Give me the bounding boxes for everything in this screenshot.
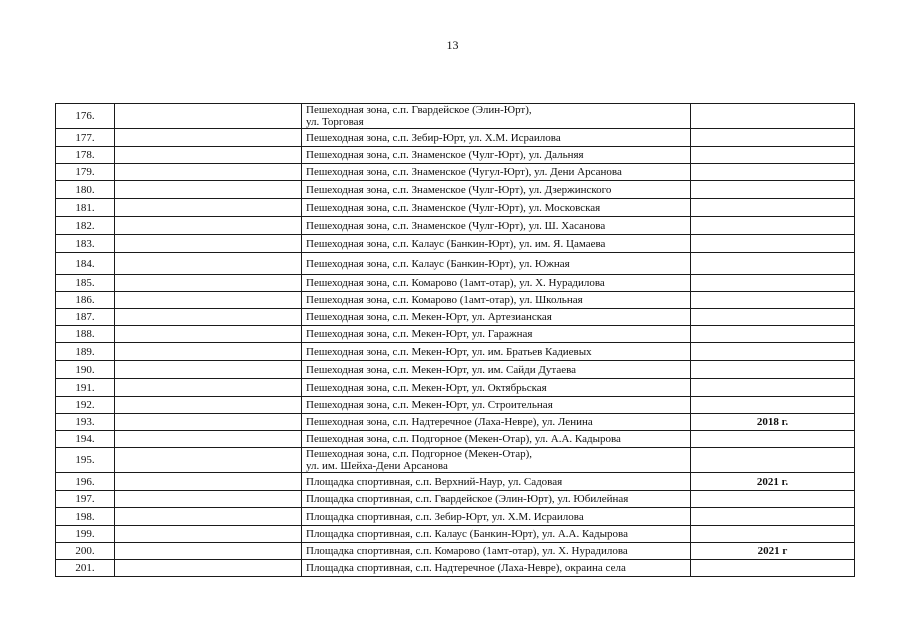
object-name-cell: Пешеходная зона, с.п. Мекен-Юрт, ул. им. Братьев Кадиевых xyxy=(302,343,691,361)
row-number-cell: 182. xyxy=(56,217,115,235)
row-number-cell: 196. xyxy=(56,473,115,491)
row-number-cell: 195. xyxy=(56,448,115,473)
row-number-cell: 190. xyxy=(56,361,115,379)
empty-cell xyxy=(115,164,302,181)
empty-cell xyxy=(115,508,302,526)
table-row xyxy=(56,379,855,397)
row-number-cell: 197. xyxy=(56,491,115,508)
year-cell xyxy=(691,181,855,199)
empty-cell xyxy=(115,526,302,543)
empty-cell xyxy=(115,491,302,508)
empty-cell xyxy=(115,326,302,343)
table-row xyxy=(56,560,855,577)
year-cell xyxy=(691,309,855,326)
objects-table xyxy=(55,103,855,577)
table-row xyxy=(56,199,855,217)
row-number-cell: 179. xyxy=(56,164,115,181)
object-name-cell: Пешеходная зона, с.п. Подгорное (Мекен-Отар), ул. им. Шейха-Дени Арсанова xyxy=(302,448,691,473)
row-number-cell: 200. xyxy=(56,543,115,560)
table-row xyxy=(56,292,855,309)
object-name-cell: Пешеходная зона, с.п. Мекен-Юрт, ул. Строительная xyxy=(302,397,691,414)
year-cell xyxy=(691,379,855,397)
table-row xyxy=(56,181,855,199)
row-number-cell: 199. xyxy=(56,526,115,543)
row-number-cell: 189. xyxy=(56,343,115,361)
object-name-cell: Пешеходная зона, с.п. Гвардейское (Элин-Юрт), ул. Торговая xyxy=(302,104,691,129)
empty-cell xyxy=(115,309,302,326)
object-name-cell: Пешеходная зона, с.п. Калаус (Банкин-Юрт), ул. им. Я. Цамаева xyxy=(302,235,691,253)
year-cell xyxy=(691,361,855,379)
object-name-cell: Пешеходная зона, с.п. Надтеречное (Лаха-Невре), ул. Ленина xyxy=(302,414,691,431)
object-name-cell: Пешеходная зона, с.п. Комарово (1амт-отар), ул. Школьная xyxy=(302,292,691,309)
object-name-cell: Площадка спортивная, с.п. Зебир-Юрт, ул. Х.М. Исраилова xyxy=(302,508,691,526)
row-number-cell: 194. xyxy=(56,431,115,448)
year-cell xyxy=(691,253,855,275)
table-row xyxy=(56,414,855,431)
table-row xyxy=(56,543,855,560)
table-row xyxy=(56,491,855,508)
year-cell xyxy=(691,397,855,414)
empty-cell xyxy=(115,473,302,491)
year-cell: 2021 г. xyxy=(691,473,855,491)
table-row xyxy=(56,217,855,235)
row-number-cell: 185. xyxy=(56,275,115,292)
table-row xyxy=(56,309,855,326)
empty-cell xyxy=(115,543,302,560)
empty-cell xyxy=(115,217,302,235)
year-cell xyxy=(691,129,855,147)
empty-cell xyxy=(115,129,302,147)
object-name-cell: Пешеходная зона, с.п. Мекен-Юрт, ул. Октябрьская xyxy=(302,379,691,397)
year-cell xyxy=(691,164,855,181)
table-row xyxy=(56,431,855,448)
object-name-cell: Площадка спортивная, с.п. Калаус (Банкин-Юрт), ул. А.А. Кадырова xyxy=(302,526,691,543)
year-cell xyxy=(691,448,855,473)
object-name-cell: Площадка спортивная, с.п. Надтеречное (Лаха-Невре), окраина села xyxy=(302,560,691,577)
year-cell xyxy=(691,491,855,508)
empty-cell xyxy=(115,199,302,217)
year-cell xyxy=(691,431,855,448)
row-number-cell: 191. xyxy=(56,379,115,397)
row-number-cell: 193. xyxy=(56,414,115,431)
table-row xyxy=(56,253,855,275)
table-row xyxy=(56,361,855,379)
object-name-cell: Площадка спортивная, с.п. Комарово (1амт-отар), ул. Х. Нурадилова xyxy=(302,543,691,560)
object-name-cell: Пешеходная зона, с.п. Мекен-Юрт, ул. им. Сайди Дутаева xyxy=(302,361,691,379)
object-name-cell: Пешеходная зона, с.п. Подгорное (Мекен-Отар), ул. А.А. Кадырова xyxy=(302,431,691,448)
empty-cell xyxy=(115,431,302,448)
empty-cell xyxy=(115,448,302,473)
row-number-cell: 184. xyxy=(56,253,115,275)
object-name-cell: Пешеходная зона, с.п. Калаус (Банкин-Юрт), ул. Южная xyxy=(302,253,691,275)
empty-cell xyxy=(115,235,302,253)
row-number-cell: 198. xyxy=(56,508,115,526)
table-row xyxy=(56,508,855,526)
empty-cell xyxy=(115,414,302,431)
year-cell xyxy=(691,560,855,577)
empty-cell xyxy=(115,104,302,129)
empty-cell xyxy=(115,275,302,292)
row-number-cell: 178. xyxy=(56,147,115,164)
year-cell xyxy=(691,235,855,253)
object-name-cell: Пешеходная зона, с.п. Зебир-Юрт, ул. Х.М. Исраилова xyxy=(302,129,691,147)
year-cell xyxy=(691,147,855,164)
row-number-cell: 187. xyxy=(56,309,115,326)
year-cell: 2021 г xyxy=(691,543,855,560)
table-row xyxy=(56,326,855,343)
empty-cell xyxy=(115,379,302,397)
year-cell xyxy=(691,104,855,129)
empty-cell xyxy=(115,181,302,199)
object-name-cell: Пешеходная зона, с.п. Мекен-Юрт, ул. Гаражная xyxy=(302,326,691,343)
year-cell xyxy=(691,326,855,343)
object-name-cell: Пешеходная зона, с.п. Комарово (1амт-отар), ул. Х. Нурадилова xyxy=(302,275,691,292)
table-row xyxy=(56,147,855,164)
row-number-cell: 180. xyxy=(56,181,115,199)
empty-cell xyxy=(115,147,302,164)
table-body xyxy=(56,104,855,577)
empty-cell xyxy=(115,343,302,361)
year-cell: 2018 г. xyxy=(691,414,855,431)
row-number-cell: 186. xyxy=(56,292,115,309)
object-name-cell: Пешеходная зона, с.п. Мекен-Юрт, ул. Артезианская xyxy=(302,309,691,326)
row-number-cell: 181. xyxy=(56,199,115,217)
table-row xyxy=(56,164,855,181)
empty-cell xyxy=(115,253,302,275)
table-row xyxy=(56,473,855,491)
object-name-cell: Пешеходная зона, с.п. Знаменское (Чулг-Юрт), ул. Ш. Хасанова xyxy=(302,217,691,235)
page-number: 13 xyxy=(446,38,459,52)
object-name-cell: Пешеходная зона, с.п. Знаменское (Чугул-Юрт), ул. Дени Арсанова xyxy=(302,164,691,181)
row-number-cell: 188. xyxy=(56,326,115,343)
year-cell xyxy=(691,526,855,543)
row-number-cell: 183. xyxy=(56,235,115,253)
object-name-cell: Площадка спортивная, с.п. Гвардейское (Элин-Юрт), ул. Юбилейная xyxy=(302,491,691,508)
empty-cell xyxy=(115,292,302,309)
object-name-cell: Площадка спортивная, с.п. Верхний-Наур, ул. Садовая xyxy=(302,473,691,491)
table-row xyxy=(56,275,855,292)
object-name-cell: Пешеходная зона, с.п. Знаменское (Чулг-Юрт), ул. Дзержинского xyxy=(302,181,691,199)
table-row xyxy=(56,343,855,361)
year-cell xyxy=(691,217,855,235)
empty-cell xyxy=(115,397,302,414)
row-number-cell: 192. xyxy=(56,397,115,414)
empty-cell xyxy=(115,560,302,577)
table-row xyxy=(56,235,855,253)
table-row xyxy=(56,448,855,473)
year-cell xyxy=(691,275,855,292)
table-row xyxy=(56,104,855,129)
year-cell xyxy=(691,199,855,217)
empty-cell xyxy=(115,361,302,379)
object-name-cell: Пешеходная зона, с.п. Знаменское (Чулг-Юрт), ул. Московская xyxy=(302,199,691,217)
object-name-cell: Пешеходная зона, с.п. Знаменское (Чулг-Юрт), ул. Дальняя xyxy=(302,147,691,164)
table-row xyxy=(56,397,855,414)
year-cell xyxy=(691,292,855,309)
year-cell xyxy=(691,508,855,526)
table-row xyxy=(56,129,855,147)
row-number-cell: 176. xyxy=(56,104,115,129)
table-row xyxy=(56,526,855,543)
row-number-cell: 201. xyxy=(56,560,115,577)
year-cell xyxy=(691,343,855,361)
row-number-cell: 177. xyxy=(56,129,115,147)
